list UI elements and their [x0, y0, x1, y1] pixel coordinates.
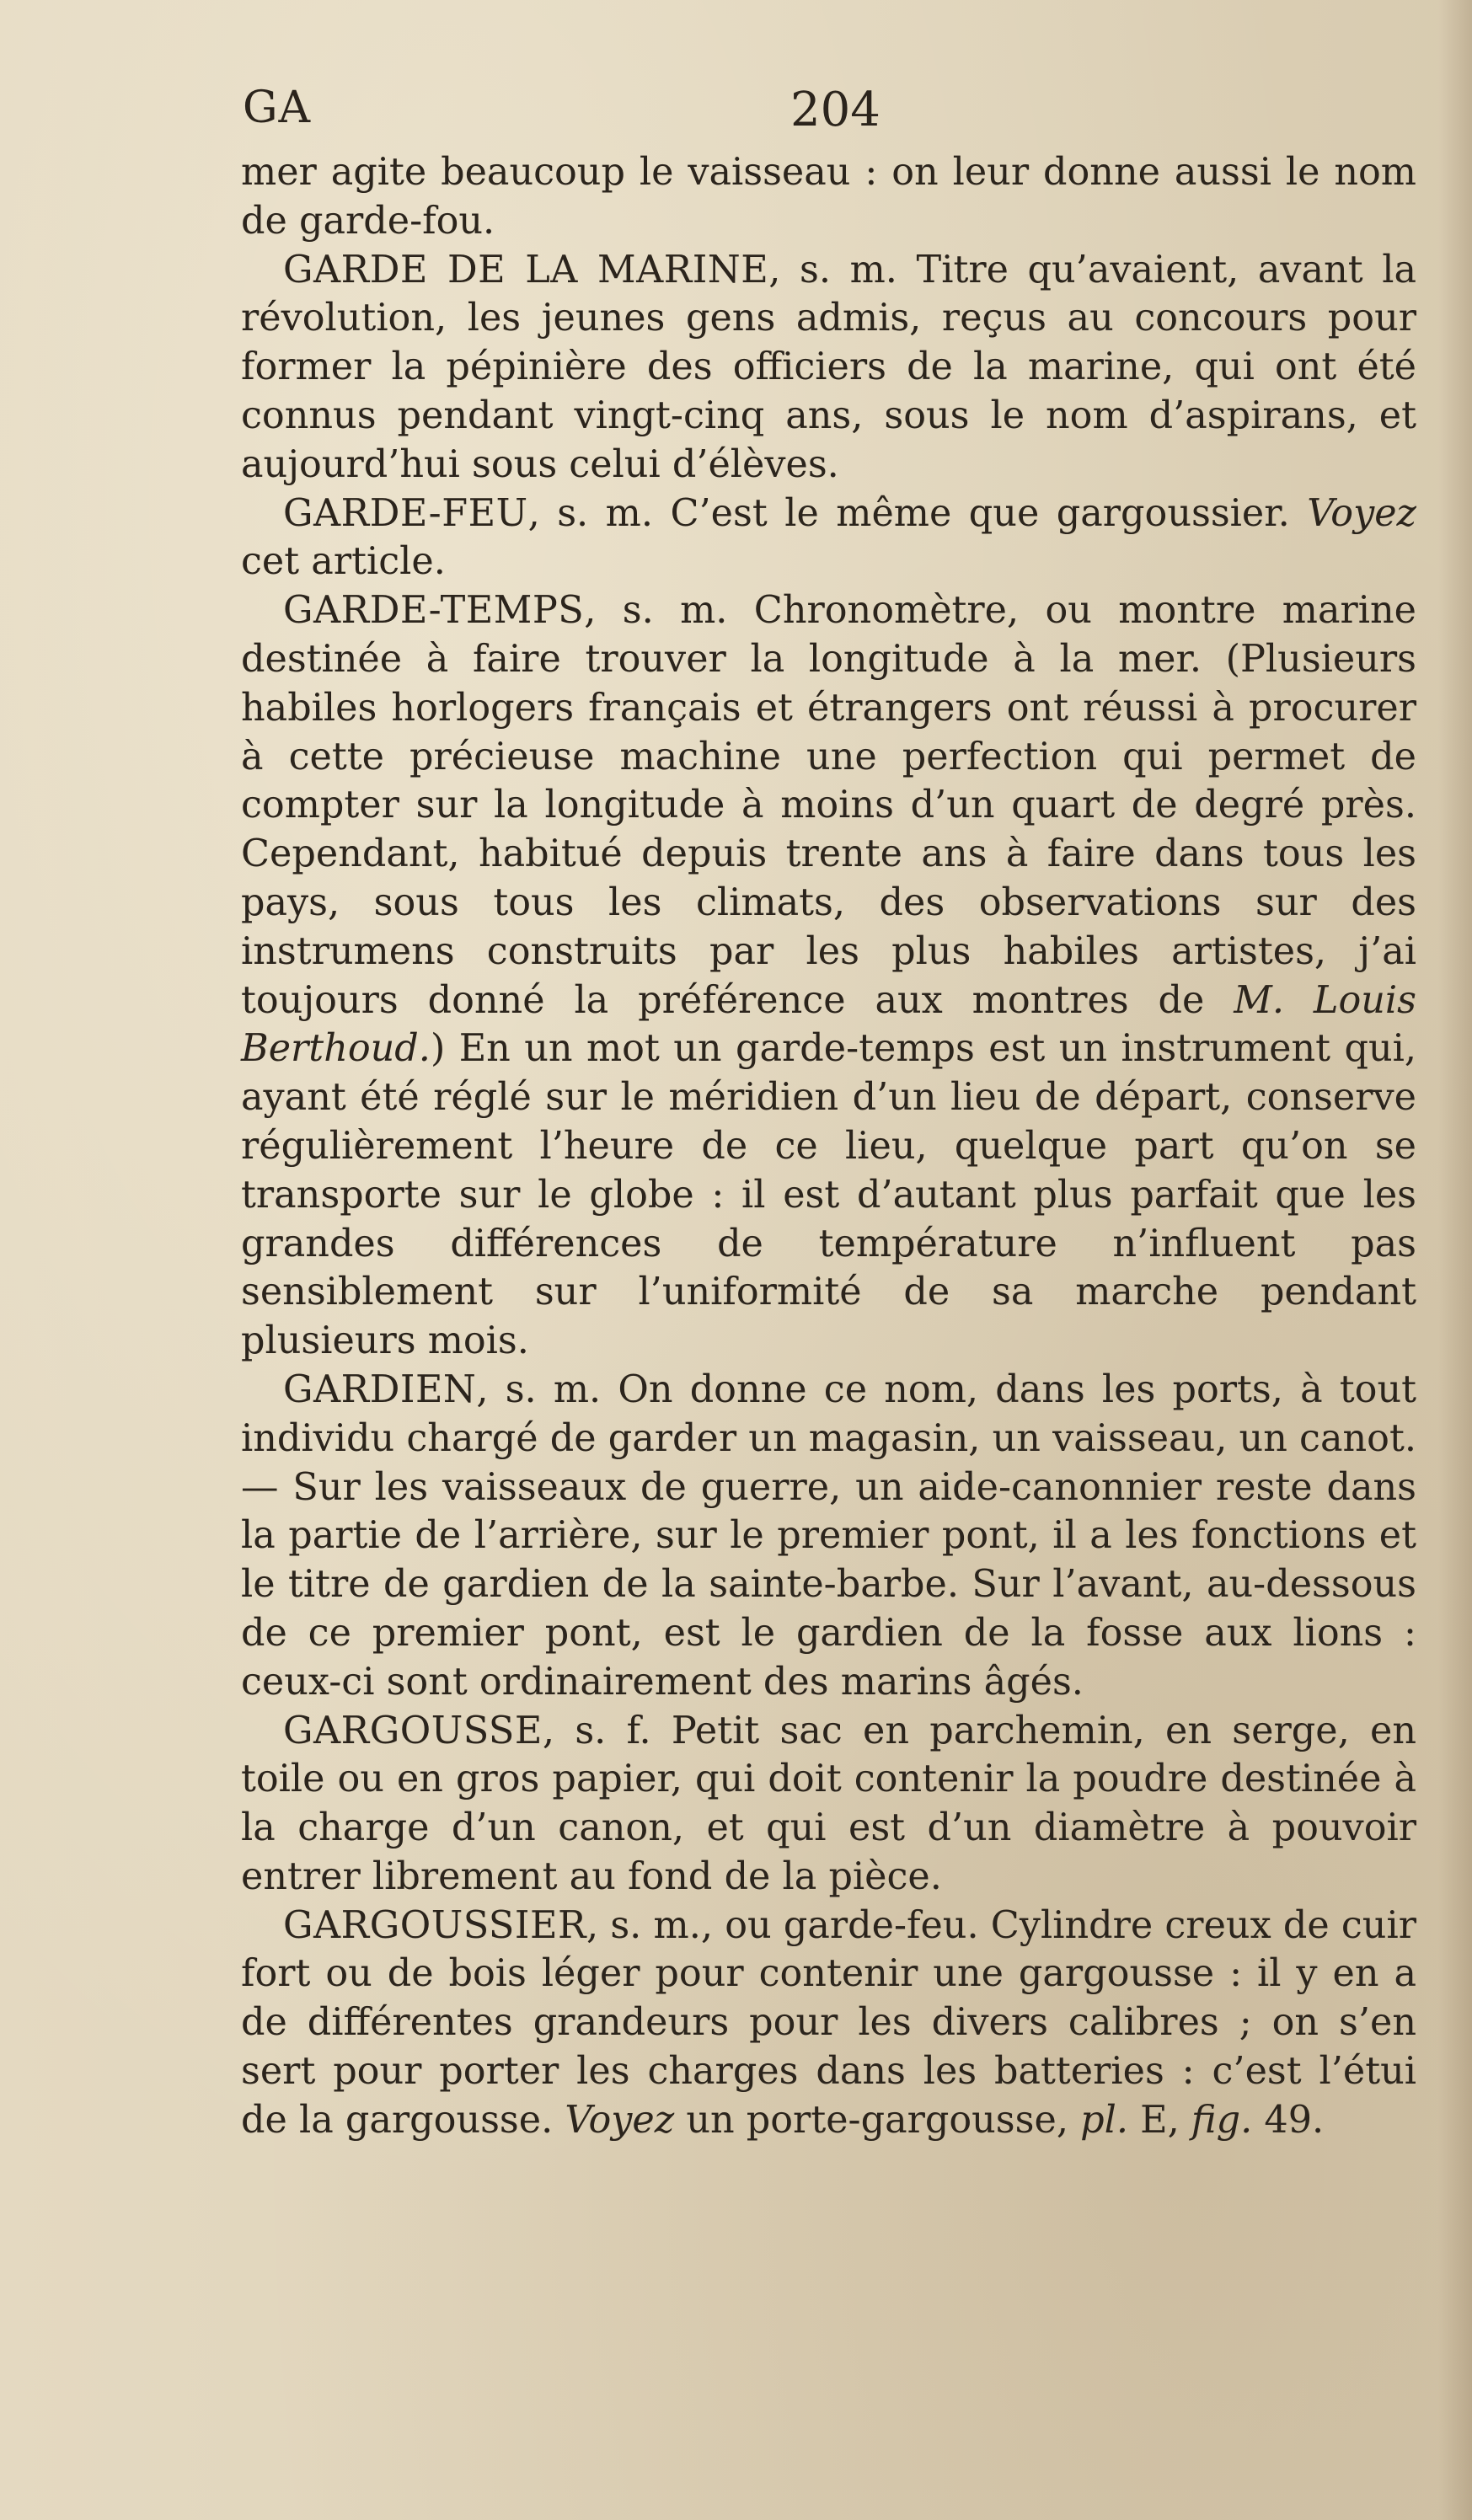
entry-part-of-speech: , s. m., — [586, 1903, 725, 1947]
entry-part-of-speech: , s. m. — [476, 1367, 602, 1411]
entry-headword: GARGOUSSIER — [283, 1903, 586, 1947]
italic-name: M. Louis Berthoud. — [241, 978, 1416, 1071]
entry-headword: GARDE DE LA MARINE — [283, 248, 769, 292]
entry-definition-tail: ) En un mot un garde-temps est un instrument qui, ayant été réglé sur le méridien d’un lieu de départ, conserve régulièrement l’heure de ce lieu, quelque part qu’on se transporte sur le globe : il est d’autant plus parfait que les grandes différences de température n’influent pas sensiblement sur l’uniformité de sa marche pendant plusieurs mois. — [241, 1027, 1416, 1363]
entry-definition: Petit sac en parchemin, en serge, en toile ou en gros papier, qui doit contenir la poudre destinée à la charge d’un canon, et qui est d’un diamètre à pouvoir entrer librement au fond de la pièce. — [241, 1709, 1416, 1898]
entry-part-of-speech: , s. m. — [584, 589, 728, 633]
entry-part-of-speech: , s. f. — [542, 1709, 651, 1752]
plate-abbreviation: pl. — [1080, 2098, 1128, 2142]
page-edge-shadow — [1438, 0, 1472, 2520]
entry-gardien — [241, 1366, 1416, 1707]
cross-reference: Voyez — [565, 2098, 675, 2142]
entry-definition: C’est le même que gargoussier. — [653, 491, 1308, 535]
paragraph-text: mer agite beaucoup le vaisseau : on leur donne aussi le nom de garde-fou. — [241, 151, 1416, 243]
entry-gargoussier — [241, 1902, 1416, 2145]
entry-headword: GARGOUSSE — [283, 1709, 543, 1752]
entry-garde-de-la-marine — [241, 246, 1416, 490]
plate-letter: E, — [1128, 2098, 1191, 2142]
entry-headword: GARDIEN — [283, 1367, 477, 1411]
entry-definition: ou garde-feu. Cylindre creux de cuir fort ou de bois léger pour contenir une gargousse : il y en a de différentes grandeurs pour les divers calibres ; on s’en sert pour porter les charges dans les batteries : c’est l’étui de la gargousse. — [241, 1903, 1416, 2142]
dictionary-body — [241, 148, 1416, 2145]
cross-reference: Voyez — [1307, 491, 1416, 535]
entry-headword: GARDE-TEMPS — [283, 589, 585, 633]
section-letters: GA — [243, 83, 312, 133]
entry-definition: Titre qu’avaient, avant la révolution, les jeunes gens admis, reçus au concours pour former la pépinière des officiers de la marine, qui ont été connus pendant vingt-cinq ans, sous le nom d’aspirans, et aujourd’hui sous celui d’élèves. — [241, 248, 1416, 486]
entry-definition-tail: cet article. — [241, 540, 446, 584]
entry-part-of-speech: , s. m. — [768, 248, 897, 292]
entry-definition: Chronomètre, ou montre marine destinée à faire trouver la longitude à la mer. (Plusieurs habiles horlogers français et étrangers ont réussi à procurer à cette précieuse machine une perfection qui permet de compter sur la longitude à moins d’un quart de degré près. Cependant, habitué depuis trente ans à faire dans tous les pays, sous tous les climats, des observations sur des instrumens construits par les plus habiles artistes, j’ai toujours donné la préférence aux montres de — [241, 589, 1416, 1022]
figure-number: 49. — [1252, 2098, 1325, 2142]
entry-headword: GARDE-FEU — [283, 491, 528, 535]
figure-abbreviation: fig. — [1191, 2098, 1253, 2142]
entry-garde-temps — [241, 586, 1416, 1366]
entry-definition-tail: un porte-gargousse, — [674, 2098, 1081, 2142]
entry-gargousse — [241, 1707, 1416, 1902]
entry-part-of-speech: , s. m. — [527, 491, 654, 535]
continuation-paragraph — [241, 148, 1416, 246]
entry-definition: On donne ce nom, dans les ports, à tout individu chargé de garder un magasin, un vaisseau, un canot. — Sur les vaisseaux de guerre, un aide-canonnier reste dans la partie de l’arrière, sur le premier pont, il a les fonctions et le titre de gardien de la sainte-barbe. Sur l’avant, au-dessous de ce premier pont, est le gardien de la fosse aux lions : ceux-ci sont ordinairement des marins âgés. — [241, 1367, 1416, 1704]
running-header — [243, 78, 1405, 145]
page-number: 204 — [790, 83, 881, 137]
entry-garde-feu — [241, 490, 1416, 587]
